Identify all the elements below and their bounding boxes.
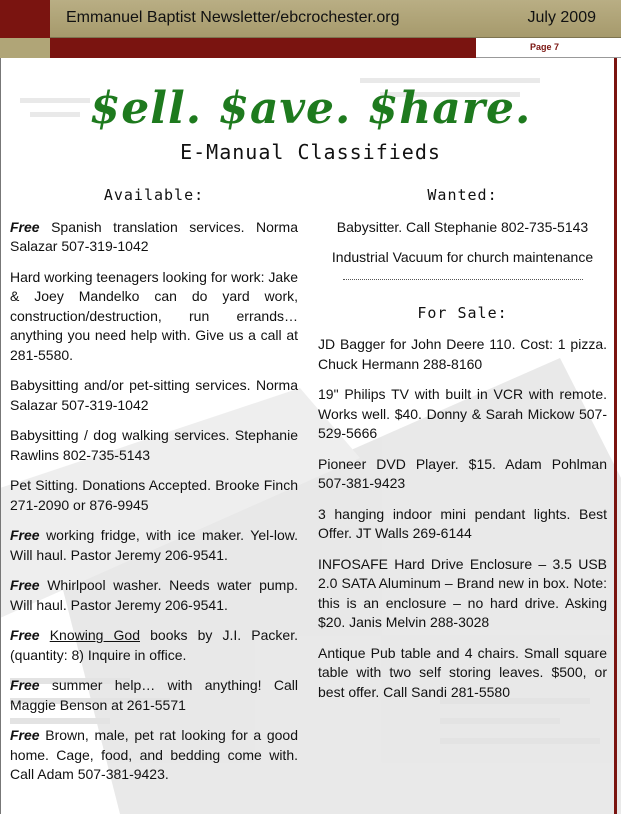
page-right-border: [614, 58, 617, 814]
section-divider: [343, 279, 583, 280]
list-item: Pioneer DVD Player. $15. Adam Pohlman 507-381-9423: [318, 455, 607, 491]
list-item: Babysitter. Call Stephanie 802-735-5143: [336, 218, 589, 235]
list-item: 3 hanging indoor mini pendant lights. Best Offer. JT Walls 269-6144: [318, 505, 607, 541]
list-item: Babysitting / dog walking services. Stephanie Rawlins 802-735-5143: [10, 427, 298, 463]
header-subband-left: [0, 38, 50, 58]
newsletter-title: Emmanuel Baptist Newsletter/ebcrochester.org: [66, 9, 400, 26]
list-item: Free summer help… with anything! Call Maggie Benson at 261-5571: [10, 677, 298, 713]
page-left-border: [0, 58, 1, 814]
header-accent-block: [0, 0, 50, 38]
forsale-heading: For Sale:: [417, 303, 508, 322]
available-column: [10, 186, 298, 796]
list-item: Pet Sitting. Donations Accepted. Brooke Finch 271-2090 or 876-9945: [10, 477, 298, 513]
list-item: Free working fridge, with ice maker. Yel-low. Will haul. Pastor Jeremy 206-9541.: [10, 527, 298, 563]
list-item: 19" Philips TV with built in VCR with remote. Works well. $40. Donny & Sarah Mickow 507-529-5666: [318, 386, 607, 441]
book-title: Knowing God: [49, 627, 140, 643]
list-item: Free Knowing God books by J.I. Packer. (quantity: 8) Inquire in office.: [10, 627, 298, 663]
list-item: JD Bagger for John Deere 110. Cost: 1 pizza. Chuck Hermann 288-8160: [318, 336, 607, 372]
classifieds-headline: $ell. $ave. $hare.: [89, 83, 532, 134]
classifieds-subtitle: E-Manual Classifieds: [180, 140, 441, 164]
wanted-heading: Wanted:: [427, 186, 498, 204]
list-item: Industrial Vacuum for church maintenance: [331, 249, 594, 265]
list-item: Free Whirlpool washer. Needs water pump. Will haul. Pastor Jeremy 206-9541.: [10, 577, 298, 613]
page-number: Page 7: [530, 42, 560, 52]
list-item: Antique Pub table and 4 chairs. Small square table with two self storing leaves. $500, or best offer. Call Sandi 281-5580: [318, 644, 607, 700]
list-item: Free Brown, male, pet rat looking for a good home. Cage, food, and bedding come with. Call Adam 507-381-9423.: [10, 727, 298, 782]
list-item: Babysitting and/or pet-sitting services. Norma Salazar 507-319-1042: [10, 377, 298, 413]
list-item: Hard working teenagers looking for work: Jake & Joey Mandelko can do yard work, construction/destruction, run errands… anything you need help with. Give us a call at 281-5580.: [10, 268, 298, 363]
classifieds-page: [0, 58, 621, 814]
list-item: Free Spanish translation services. Norma Salazar 507-319-1042: [10, 218, 298, 254]
list-item: INFOSAFE Hard Drive Enclosure – 3.5 USB 2.0 SATA Aluminum – Brand new in box. Note: this is an enclosure – no hard drive. Asking $20. Janis Melvin 288-3028: [318, 555, 607, 630]
issue-date: July 2009: [527, 9, 596, 26]
wanted-forsale-column: [318, 186, 607, 713]
available-heading: Available:: [103, 186, 205, 204]
header-subband-red: [50, 38, 476, 58]
